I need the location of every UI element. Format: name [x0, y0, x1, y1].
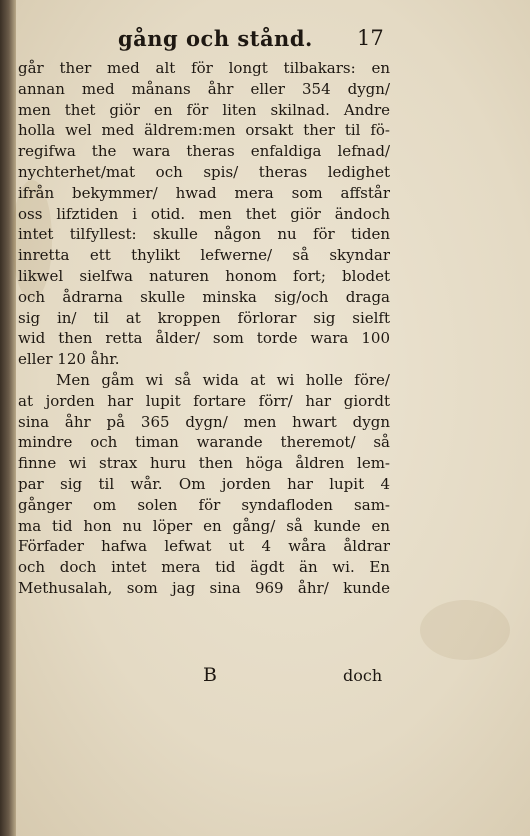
text-line: par sig til wår. Om jorden har lupit 4	[18, 474, 390, 493]
text-line: inretta ett thylikt lefwerne/ så skyndar	[18, 246, 390, 265]
text-line: och ådrarna skulle minska sig/och draga	[18, 287, 390, 306]
text-line: ifrån bekymmer/ hwad mera som affstår	[18, 183, 390, 202]
text-line: nychterhet/mat och spis/ theras ledighet	[18, 162, 390, 181]
text-line: finne wi strax huru then höga åldren lem-	[18, 454, 390, 473]
page-gutter	[0, 0, 16, 836]
text-line: ma tid hon nu löper en gång/ så kunde en	[18, 516, 390, 535]
paper-stain	[420, 600, 510, 660]
body-text	[18, 58, 390, 599]
text-line: Methusalah, som jag sina 969 åhr/ kunde	[18, 578, 390, 597]
page-footer	[0, 664, 530, 694]
text-line: likwel sielfwa naturen honom fort; blodet	[18, 266, 390, 285]
text-line: intet tilfyllest: skulle någon nu för tiden	[18, 225, 390, 244]
text-line: annan med månans åhr eller 354 dygn/	[18, 79, 390, 98]
text-line: sig in/ til at kroppen förlorar sig sielft	[18, 308, 390, 327]
text-line: at jorden har lupit fortare förr/ har giordt	[18, 391, 390, 410]
text-line: Men gåm wi så wida at wi holle före/	[56, 370, 390, 389]
text-line: mindre och timan warande theremot/ så	[18, 433, 390, 452]
signature-mark: B	[203, 664, 217, 686]
text-line: och doch intet mera tid ägdt än wi. En	[18, 558, 390, 577]
text-line: går ther med alt för longt tilbakars: en	[18, 59, 390, 77]
page-header	[0, 24, 530, 54]
text-line: oss lifztiden i otid. men thet giör ändoch	[18, 204, 390, 223]
catchword: doch	[343, 666, 383, 685]
text-line: regifwa the wara theras enfaldiga lefnad/	[18, 142, 390, 161]
text-line: gånger om solen för syndafloden sam-	[18, 495, 390, 514]
text-line: holla wel med äldrem:men orsakt ther til fö-	[18, 121, 390, 140]
text-line: wid then retta ålder/ som torde wara 100	[18, 329, 390, 348]
page-number: 17	[357, 26, 384, 50]
text-line: sina åhr på 365 dygn/ men hwart dygn	[18, 412, 390, 431]
running-head: gång och stånd.	[118, 26, 313, 51]
text-line: men thet giör en för liten skilnad. Andre	[18, 100, 390, 119]
text-line: Förfader hafwa lefwat ut 4 wåra åldrar	[18, 537, 390, 556]
text-line: eller 120 åhr.	[18, 350, 120, 369]
